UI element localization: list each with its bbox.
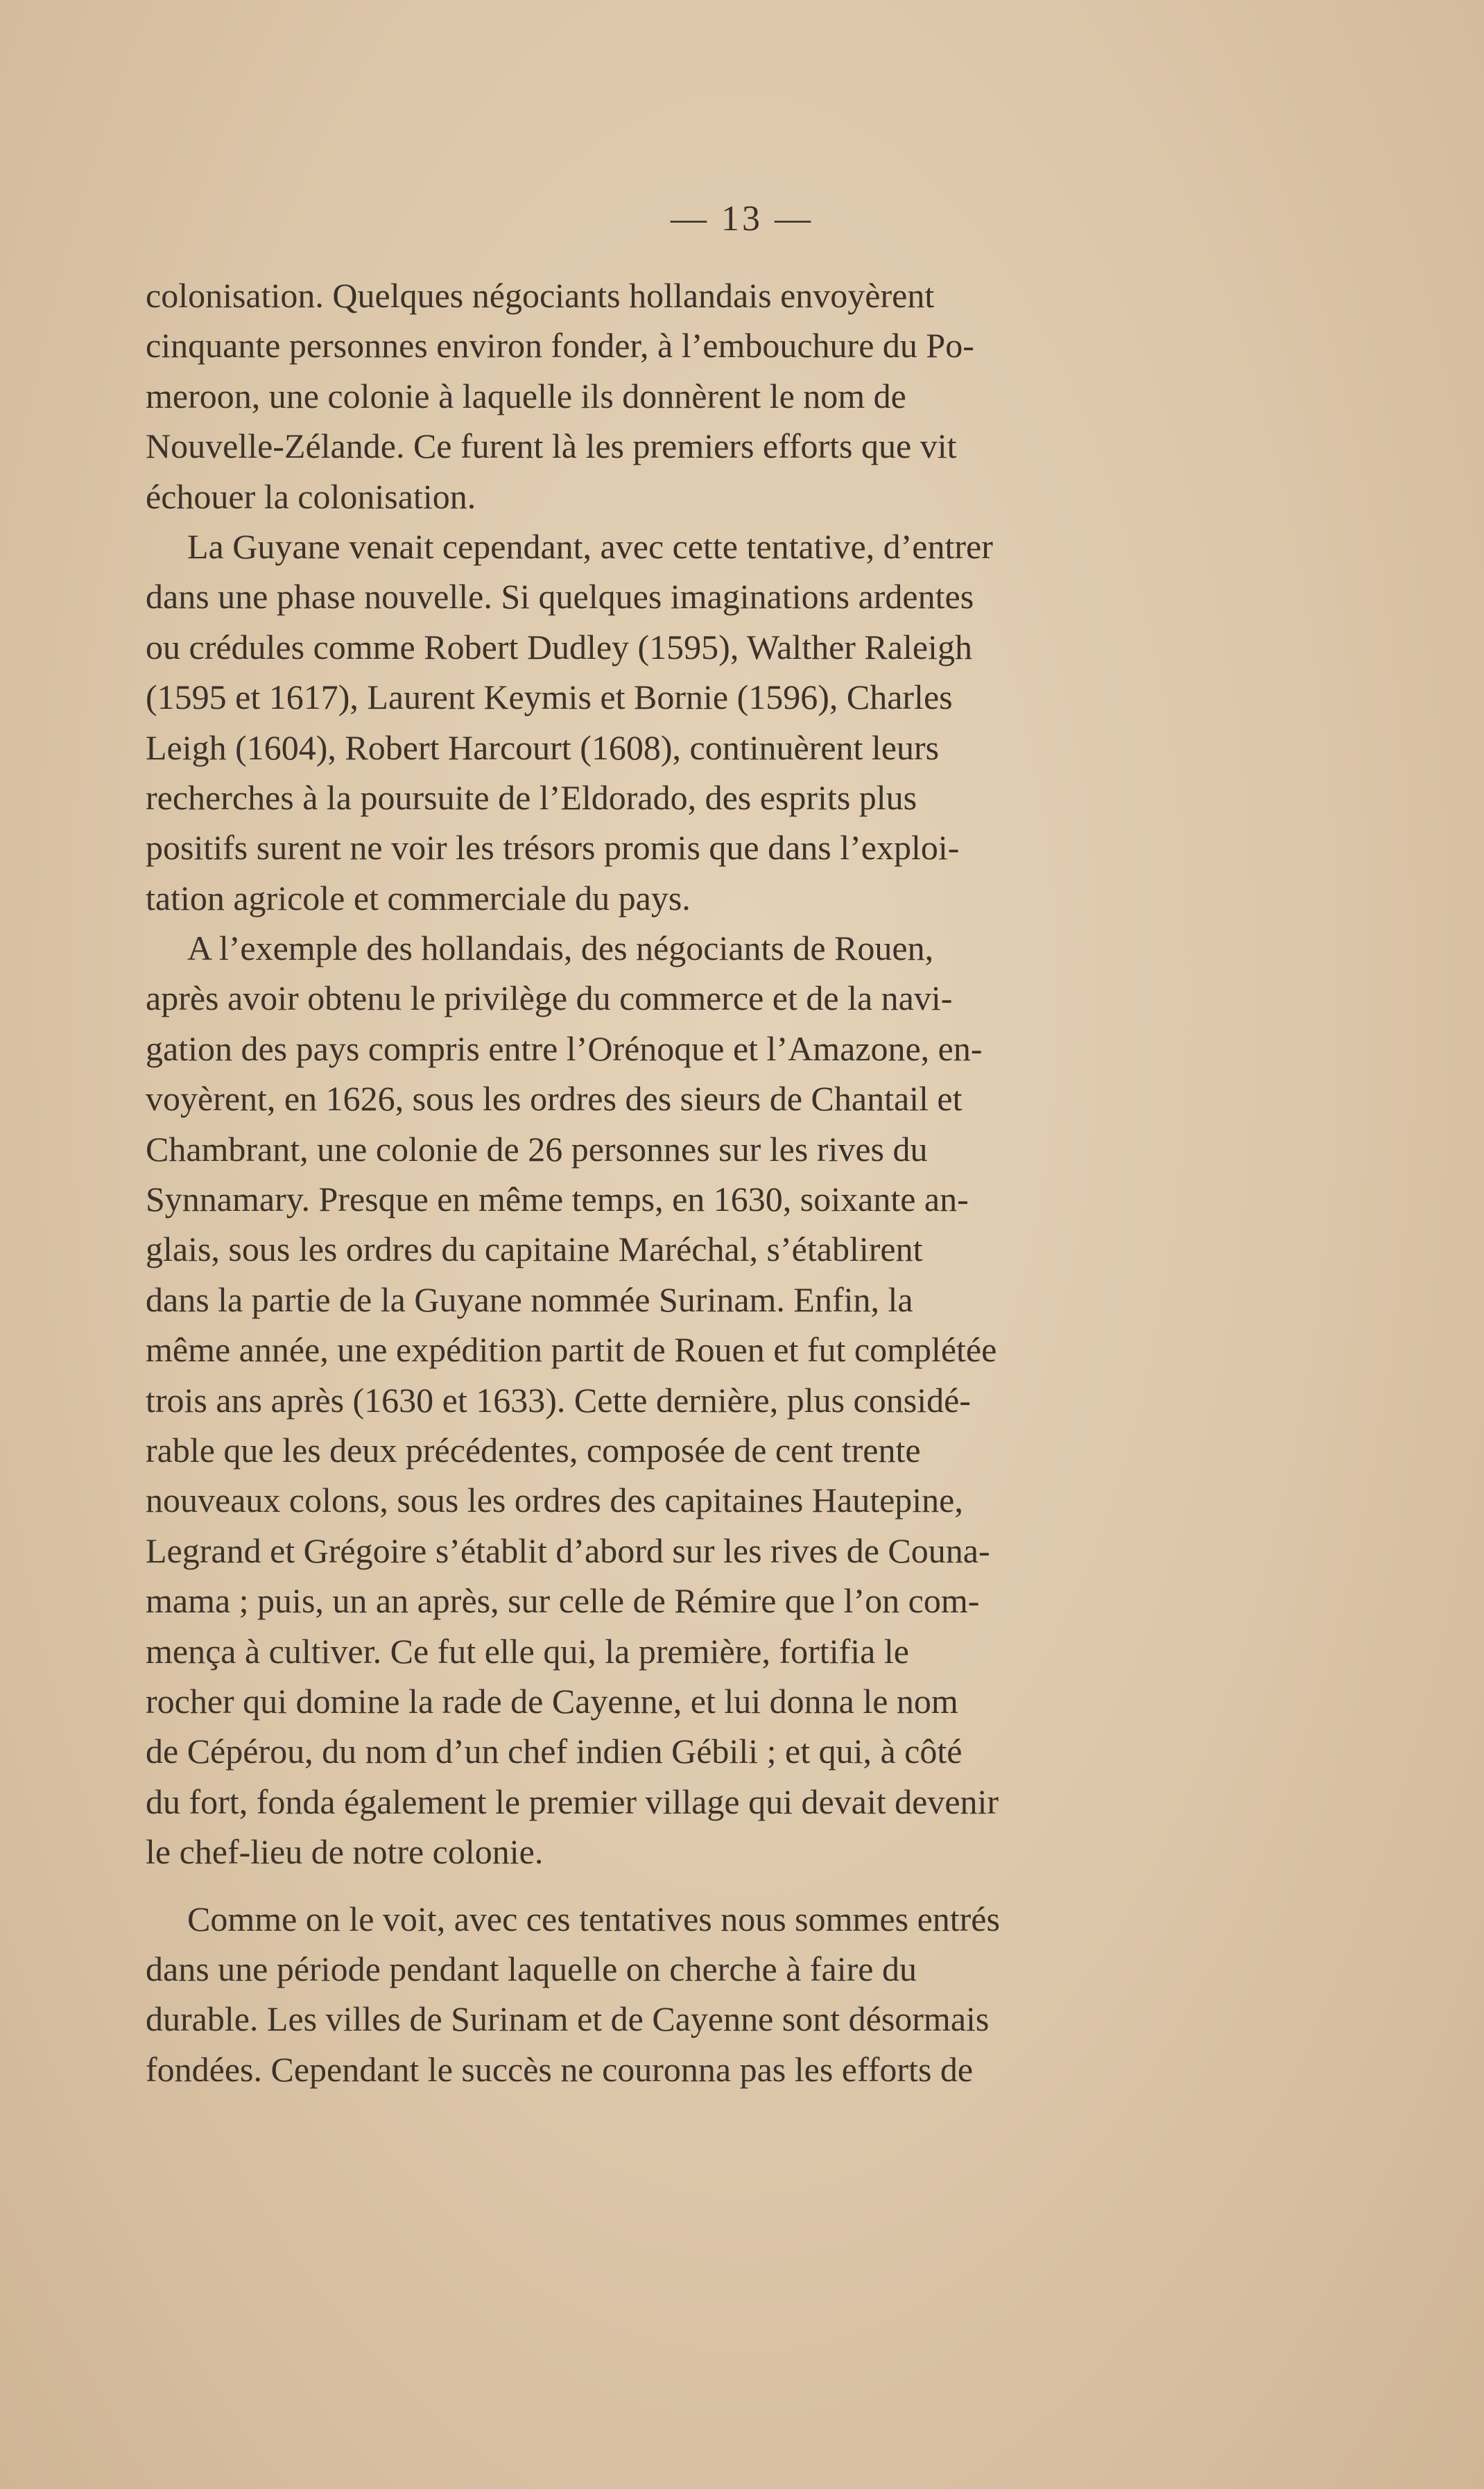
paragraph [146, 1894, 1151, 2095]
text-line: Nouvelle-Zélande. Ce furent là les premiers efforts que vit [146, 427, 957, 466]
body-text [146, 270, 1151, 2094]
text-line: Synnamary. Presque en même temps, en 1630, soixante an- [146, 1180, 969, 1219]
paragraph [146, 270, 1151, 522]
text-line: Comme on le voit, avec ces tentatives nous sommes entrés [187, 1899, 1000, 1938]
text-line: ou crédules comme Robert Dudley (1595), Walther Raleigh [146, 627, 972, 666]
text-line: (1595 et 1617), Laurent Keymis et Bornie (1596), Charles [146, 678, 953, 717]
text-line: glais, sous les ordres du capitaine Maréchal, s’établirent [146, 1230, 923, 1269]
text-line: voyèrent, en 1626, sous les ordres des sieurs de Chantail et [146, 1079, 963, 1119]
text-line: mama ; puis, un an après, sur celle de Rémire que l’on com- [146, 1581, 980, 1621]
text-line: A l’exemple des hollandais, des négociants de Rouen, [187, 929, 934, 968]
text-line: du fort, fonda également le premier village qui devait devenir [146, 1782, 999, 1821]
text-line: le chef-lieu de notre colonie. [146, 1832, 544, 1872]
text-line: Legrand et Grégoire s’établit d’abord sur les rives de Couna- [146, 1531, 990, 1570]
text-line: rable que les deux précédentes, composée de cent trente [146, 1430, 921, 1470]
text-line: de Cépérou, du nom d’un chef indien Gébili ; et qui, à côté [146, 1732, 963, 1771]
text-line: nouveaux colons, sous les ordres des capitaines Hautepine, [146, 1481, 963, 1520]
text-line: mença à cultiver. Ce fut elle qui, la première, fortifia le [146, 1631, 909, 1671]
page-number: — 13 — [671, 199, 813, 239]
paragraph [146, 923, 1151, 1877]
text-line: échouer la colonisation. [146, 476, 476, 516]
text-line: meroon, une colonie à laquelle ils donnèrent le nom de [146, 376, 906, 415]
text-line: même année, une expédition partit de Rouen et fut complétée [146, 1330, 997, 1370]
text-line: dans une phase nouvelle. Si quelques imaginations ardentes [146, 577, 974, 617]
paragraph [146, 522, 1151, 923]
text-line: colonisation. Quelques négociants hollandais envoyèrent [146, 276, 935, 315]
text-line: gation des pays compris entre l’Orénoque et l’Amazone, en- [146, 1028, 983, 1068]
text-line: tation agricole et commerciale du pays. [146, 878, 691, 918]
text-line: Chambrant, une colonie de 26 personnes sur les rives du [146, 1129, 928, 1169]
text-line: recherches à la poursuite de l’Eldorado, des esprits plus [146, 777, 917, 817]
text-line: positifs surent ne voir les trésors promis que dans l’exploi- [146, 828, 960, 868]
text-line: La Guyane venait cependant, avec cette tentative, d’entrer [187, 526, 993, 566]
text-line: durable. Les villes de Surinam et de Cayenne sont désormais [146, 1999, 990, 2039]
text-line: fondées. Cependant le succès ne couronna pas les efforts de [146, 2049, 974, 2089]
text-line: dans la partie de la Guyane nommée Surinam. Enfin, la [146, 1280, 913, 1319]
text-line: rocher qui domine la rade de Cayenne, et lui donna le nom [146, 1681, 958, 1721]
text-line: Leigh (1604), Robert Harcourt (1608), continuèrent leurs [146, 727, 940, 767]
text-line: dans une période pendant laquelle on cherche à faire du [146, 1949, 917, 1988]
text-line: cinquante personnes environ fonder, à l’embouchure du Po- [146, 326, 974, 365]
text-line: trois ans après (1630 et 1633). Cette dernière, plus considé- [146, 1380, 971, 1420]
text-line: après avoir obtenu le privilège du commerce et de la navi- [146, 979, 953, 1018]
